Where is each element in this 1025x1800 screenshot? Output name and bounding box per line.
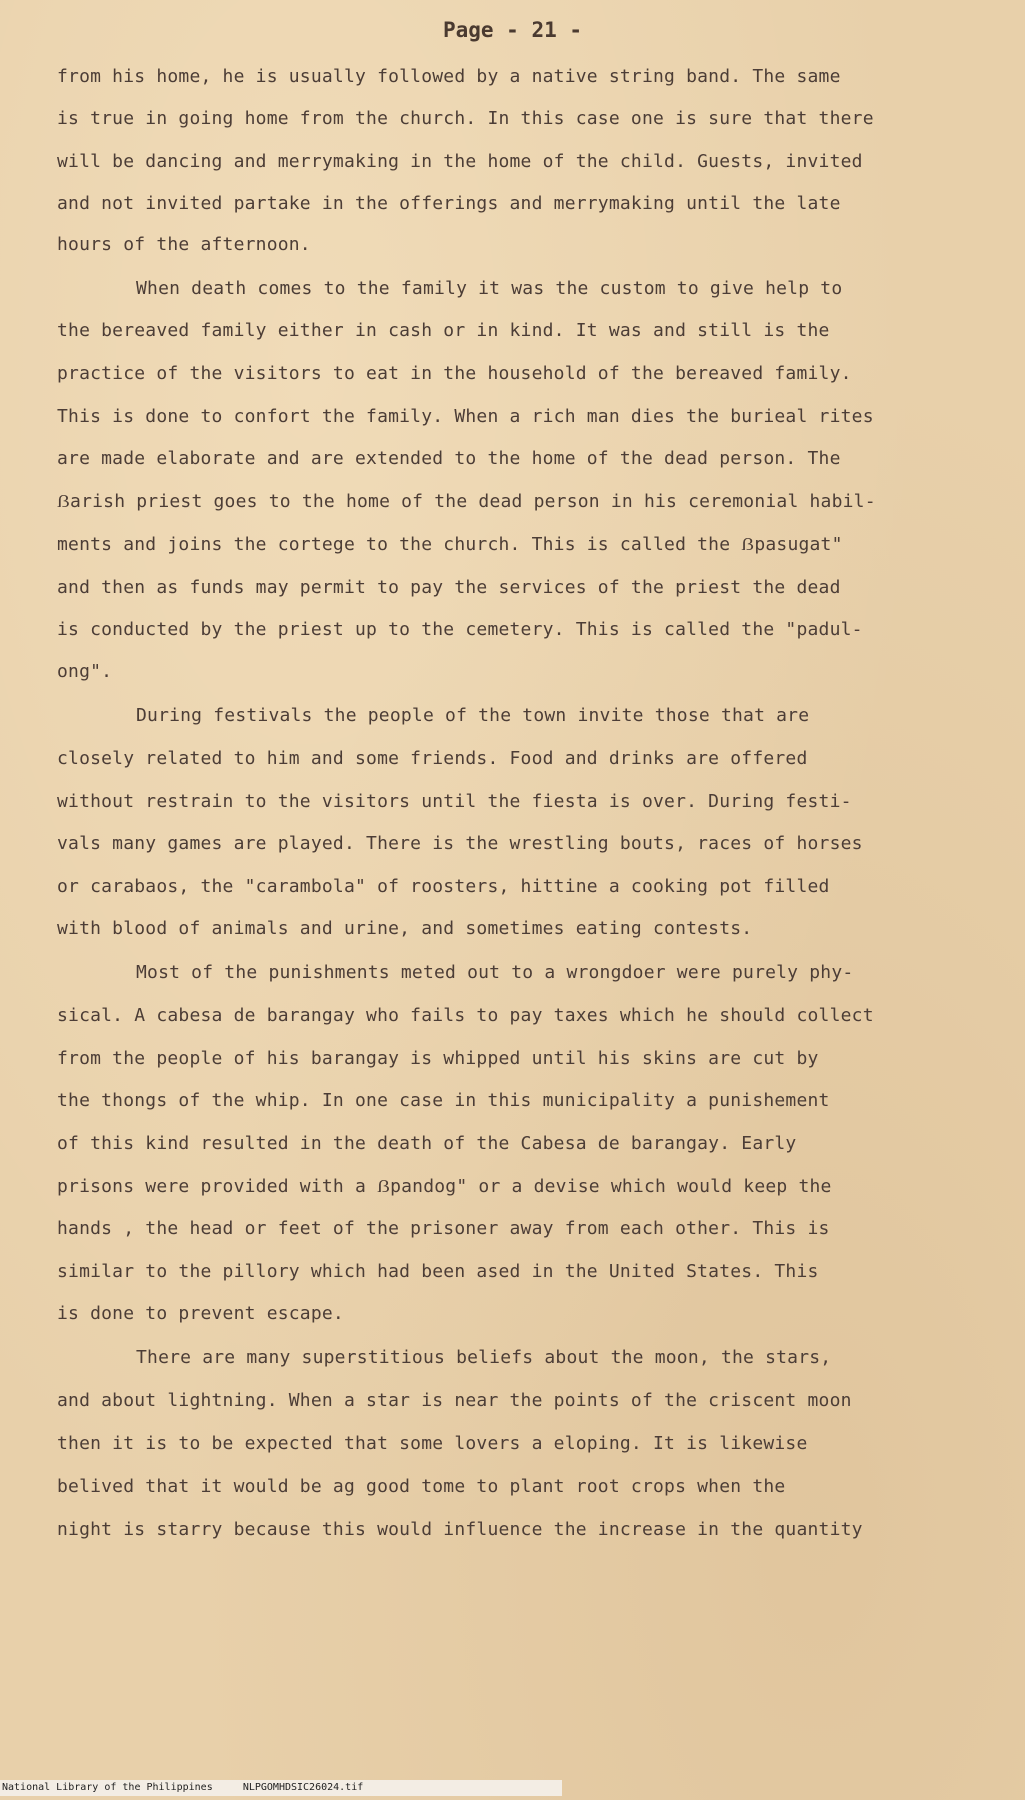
text-line: practice of the visitors to eat in the household of the bereaved family.	[57, 363, 852, 384]
text-line: night is starry because this would influence the increase in the quantity	[57, 1519, 863, 1540]
text-line: without restrain to the visitors until the fiesta is over. During festi-	[57, 791, 852, 812]
text-line: ments and joins the cortege to the church. This is called the ẞpasugat"	[57, 534, 843, 555]
text-line: hands , the head or feet of the prisoner away from each other. This is	[57, 1218, 830, 1239]
text-line: from the people of his barangay is whipped until his skins are cut by	[57, 1048, 819, 1069]
text-line: is done to prevent escape.	[57, 1303, 344, 1324]
text-line: belived that it would be ag good tome to plant root crops when the	[57, 1476, 786, 1497]
text-line: the bereaved family either in cash or in kind. It was and still is the	[57, 320, 830, 341]
text-line: During festivals the people of the town invite those that are	[136, 705, 810, 726]
text-line: is true in going home from the church. In this case one is sure that there	[57, 108, 874, 129]
text-line: hours of the afternoon.	[57, 234, 311, 255]
text-line: the thongs of the whip. In one case in this municipality a punishement	[57, 1090, 830, 1111]
text-line: vals many games are played. There is the wrestling bouts, races of horses	[57, 833, 863, 854]
text-line: or carabaos, the "carambola" of roosters, hittine a cooking pot filled	[57, 876, 830, 897]
text-line: with blood of animals and urine, and sometimes eating contests.	[57, 918, 753, 939]
text-line: ẞarish priest goes to the home of the dead person in his ceremonial habil-	[57, 491, 876, 512]
text-line: ong".	[57, 661, 113, 682]
text-line: from his home, he is usually followed by a native string band. The same	[57, 66, 841, 87]
archive-footer: National Library of the Philippines NLPGOMHDSIC26024.tif	[0, 1780, 562, 1796]
text-line: is conducted by the priest up to the cemetery. This is called the "padul-	[57, 619, 863, 640]
text-line: This is done to confort the family. When a rich man dies the burieal rites	[57, 406, 874, 427]
text-line: Most of the punishments meted out to a wrongdoer were purely phy-	[136, 962, 854, 983]
text-line: of this kind resulted in the death of the Cabesa de barangay. Early	[57, 1133, 797, 1154]
text-line: and not invited partake in the offerings and merrymaking until the late	[57, 193, 841, 214]
text-line: will be dancing and merrymaking in the home of the child. Guests, invited	[57, 151, 863, 172]
page-header: Page - 21 -	[442, 18, 583, 42]
text-line: and about lightning. When a star is near the points of the criscent moon	[57, 1390, 852, 1411]
text-line: closely related to him and some friends. Food and drinks are offered	[57, 748, 808, 769]
text-line: prisons were provided with a ẞpandog" or a devise which would keep the	[57, 1176, 832, 1197]
text-line: sical. A cabesa de barangay who fails to pay taxes which he should collect	[57, 1005, 874, 1026]
text-line: similar to the pillory which had been ased in the United States. This	[57, 1261, 819, 1282]
text-line: When death comes to the family it was the custom to give help to	[136, 278, 843, 299]
text-line: are made elaborate and are extended to the home of the dead person. The	[57, 448, 841, 469]
text-line: then it is to be expected that some lovers a eloping. It is likewise	[57, 1433, 808, 1454]
text-line: and then as funds may permit to pay the services of the priest the dead	[57, 577, 841, 598]
text-line: There are many superstitious beliefs about the moon, the stars,	[136, 1347, 832, 1368]
